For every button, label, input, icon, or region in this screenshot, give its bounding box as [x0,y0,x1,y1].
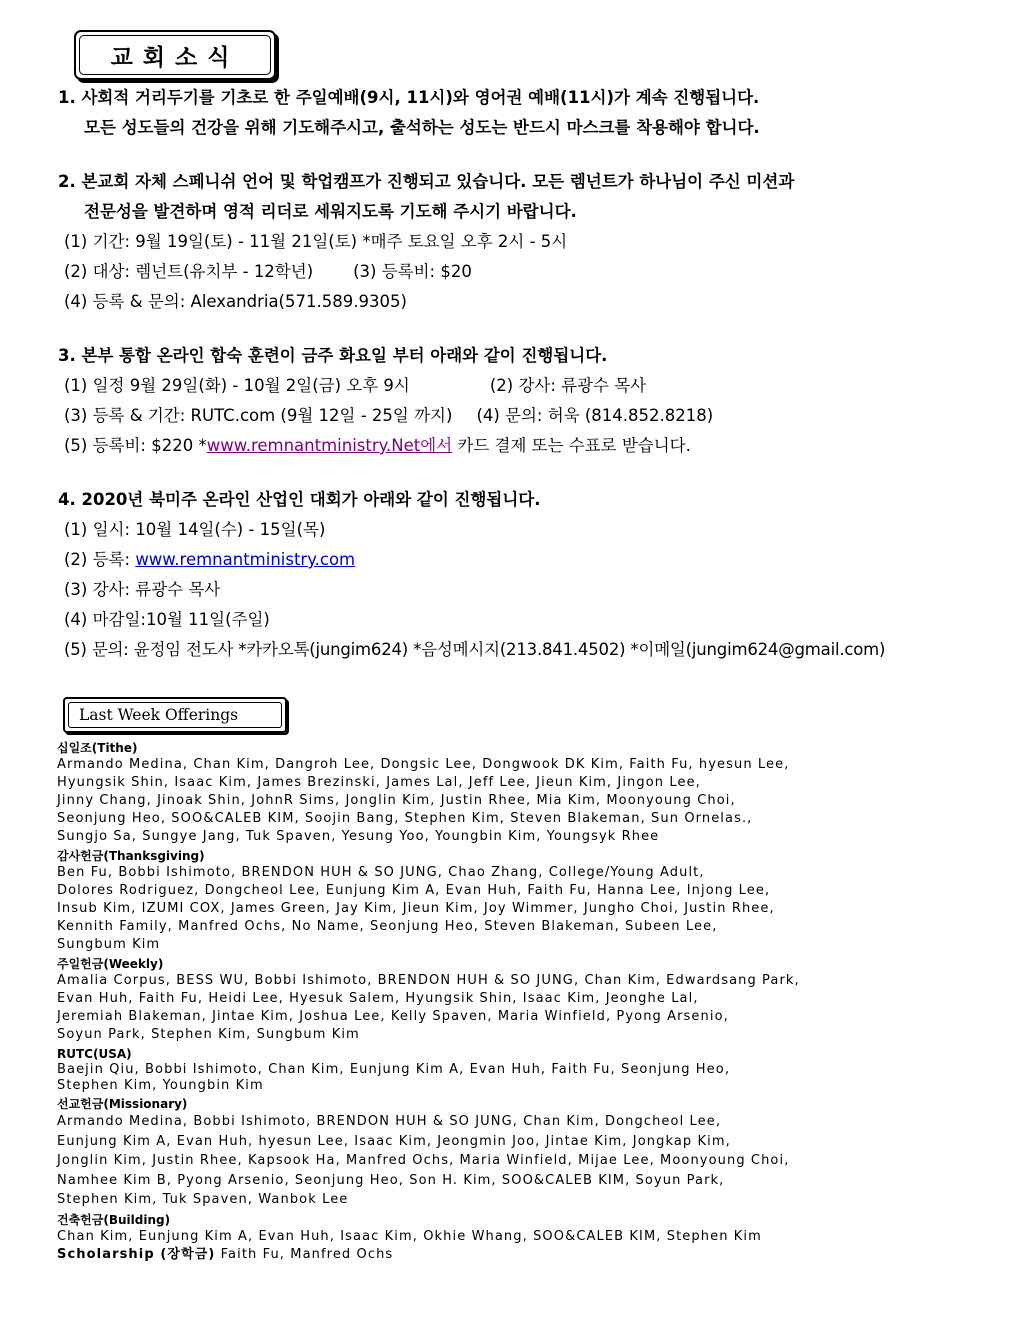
building-label: 건축헌금(Building) [57,1212,171,1227]
news-3-schedule: (1) 일정 9월 29일(화) - 10월 2일(금) 오후 9시 [64,376,410,395]
news-4-detail-contact: (5) 문의: 윤정임 전도사 *카카오톡(jungim624) *음성메시지(213.841.4502) *이메일(jungim624@gmail.com) [64,640,886,659]
news-3-heading: 3. 본부 통합 온라인 합숙 훈련이 금주 화요일 부터 아래와 같이 진행됩니다. [58,346,608,365]
offerings-title: Last Week Offerings [79,706,239,724]
tithe-label: 십일조(Tithe) [57,741,138,755]
news-4-register-label: (2) 등록: [64,550,136,569]
news-4-detail-deadline: (4) 마감일:10월 11일(주일) [64,610,270,629]
scholarship-line [57,1246,957,1264]
offerings-list [57,738,957,1264]
page-title: 교회소식 [110,44,240,71]
news-2-continued: 전문성을 발견하며 영적 리더로 세워지도록 기도해 주시기 바랍니다. [84,202,577,221]
news-3-registration: (3) 등록 & 기간: RUTC.com (9월 12일 - 25일 까지) [64,406,453,425]
news-2-heading: 2. 본교회 자체 스페니쉬 언어 및 학업캠프가 진행되고 있습니다. 모든 렘넌트가 하나님이 주신 미션과 [58,172,795,191]
weekly-label: 주일헌금(Weekly) [57,957,164,971]
page-title-box [74,30,276,80]
news-2-fee: (3) 등록비: $20 [353,262,472,281]
missionary-names: Armando Medina, Bobbi Ishimoto, BRENDON HUH & SO JUNG, Chan Kim, Dongcheol Lee, Eunjung Kim A, Evan Huh, hyesun Lee, Isaac Kim, Jeongmin Joo, Jintae Kim, Jongkap Kim, Jonglin Kim, Justin Rhee, Kapsook Ha, Manfred Ochs, Maria Winfield, Mijae Lee, Moonyoung Choi, Namhee Kim B, Pyong Arsenio, Seonjung Heo, Son H. Kim, SOO&CALEB KIM, Soyun Park, Stephen Kim, Tuk Spaven, Wanbok Lee [57,1114,790,1207]
news-2-detail-period: (1) 기간: 9월 19일(토) - 11월 21일(토) *매주 토요일 오후 2시 - 5시 [64,232,568,251]
news-4-detail-register [58,545,978,575]
building-names: Chan Kim, Eunjung Kim A, Evan Huh, Isaac Kim, Okhie Whang, SOO&CALEB KIM, Stephen Kim [57,1228,762,1244]
news-3-detail-registration [58,401,978,431]
news-3-fee-suffix: 카드 결제 또는 수표로 받습니다. [452,436,691,455]
remnantministry-com-link[interactable]: www.remnantministry.com [135,550,356,569]
news-2-detail-contact: (4) 등록 & 문의: Alexandria(571.589.9305) [64,292,407,311]
scholarship-label: Scholarship (장학금) [57,1246,216,1262]
remnantministry-net-link[interactable]: www.remnantministry.Net에서 [206,436,453,455]
offerings-title-box [63,697,287,733]
news-3-detail-schedule [58,371,978,401]
news-2-target: (2) 대상: 렘넌트(유치부 - 12학년) [64,262,314,281]
news-4-detail-speaker: (3) 강사: 류광수 목사 [64,580,221,599]
church-news [58,83,978,689]
news-3-speaker: (2) 강사: 류광수 목사 [489,376,647,395]
news-3-detail-fee [58,431,978,461]
news-4-heading: 4. 2020년 북미주 온라인 산업인 대회가 아래와 같이 진행됩니다. [58,490,541,509]
rutc-names: Baejin Qiu, Bobbi Ishimoto, Chan Kim, Eunjung Kim A, Evan Huh, Faith Fu, Seonjung Heo, Stephen Kim, Youngbin Kim [57,1062,731,1093]
news-3-inquiry: (4) 문의: 허욱 (814.852.8218) [476,406,714,425]
news-item-4 [58,485,978,665]
thanksgiving-label: 감사헌금(Thanksgiving) [57,849,205,863]
news-item-3 [58,341,978,461]
news-3-fee-prefix: (5) 등록비: $220 * [64,436,207,455]
news-item-1 [58,83,978,143]
rutc-label: RUTC(USA) [57,1047,132,1061]
news-4-detail-date: (1) 일시: 10월 14일(수) - 15일(목) [64,520,326,539]
thanksgiving-names: Ben Fu, Bobbi Ishimoto, BRENDON HUH & SO JUNG, Chao Zhang, College/Young Adult, Dolores Rodriguez, Dongcheol Lee, Eunjung Kim A, Evan Huh, Faith Fu, Hanna Lee, Injong Lee, Insub Kim, IZUMI COX, James Green, Jay Kim, Jieun Kim, Joy Wimmer, Jungho Choi, Justin Rhee, Kennith Family, Manfred Ochs, No Name, Seonjung Heo, Steven Blakeman, Subeen Lee, Sungbum Kim [57,865,775,952]
news-2-detail-target-fee [58,257,978,287]
news-item-2 [58,167,978,317]
news-1-heading: 1. 사회적 거리두기를 기초로 한 주일예배(9시, 11시)와 영어권 예배(11시)가 계속 진행됩니다. [58,88,760,107]
missionary-label: 선교헌금(Missionary) [57,1097,188,1111]
weekly-names: Amalia Corpus, BESS WU, Bobbi Ishimoto, BRENDON HUH & SO JUNG, Chan Kim, Edwardsang Park, Evan Huh, Faith Fu, Heidi Lee, Hyesuk Salem, Hyungsik Shin, Isaac Kim, Jeonghe Lal, Jeremiah Blakeman, Jintae Kim, Joshua Lee, Kelly Spaven, Maria Winfield, Pyong Arsenio, Soyun Park, Stephen Kim, Sungbum Kim [57,973,800,1042]
scholarship-names: Faith Fu, Manfred Ochs [215,1246,394,1262]
news-1-continued: 모든 성도들의 건강을 위해 기도해주시고, 출석하는 성도는 반드시 마스크를 착용해야 합니다. [84,118,760,137]
offerings-title-inner-border [68,702,282,728]
tithe-names: Armando Medina, Chan Kim, Dangroh Lee, Dongsic Lee, Dongwook DK Kim, Faith Fu, hyesun Lee, Hyungsik Shin, Isaac Kim, James Brezinski, James Lal, Jeff Lee, Jieun Kim, Jingon Lee, Jinny Chang, Jinoak Shin, JohnR Sims, Jonglin Kim, Justin Rhee, Mia Kim, Moonyoung Choi, Seonjung Heo, SOO&CALEB KIM, Soojin Bang, Stephen Kim, Steven Blakeman, Sun Ornelas., Sungjo Sa, Sungye Jang, Tuk Spaven, Yesung Yoo, Youngbin Kim, Youngsyk Rhee [57,757,790,844]
